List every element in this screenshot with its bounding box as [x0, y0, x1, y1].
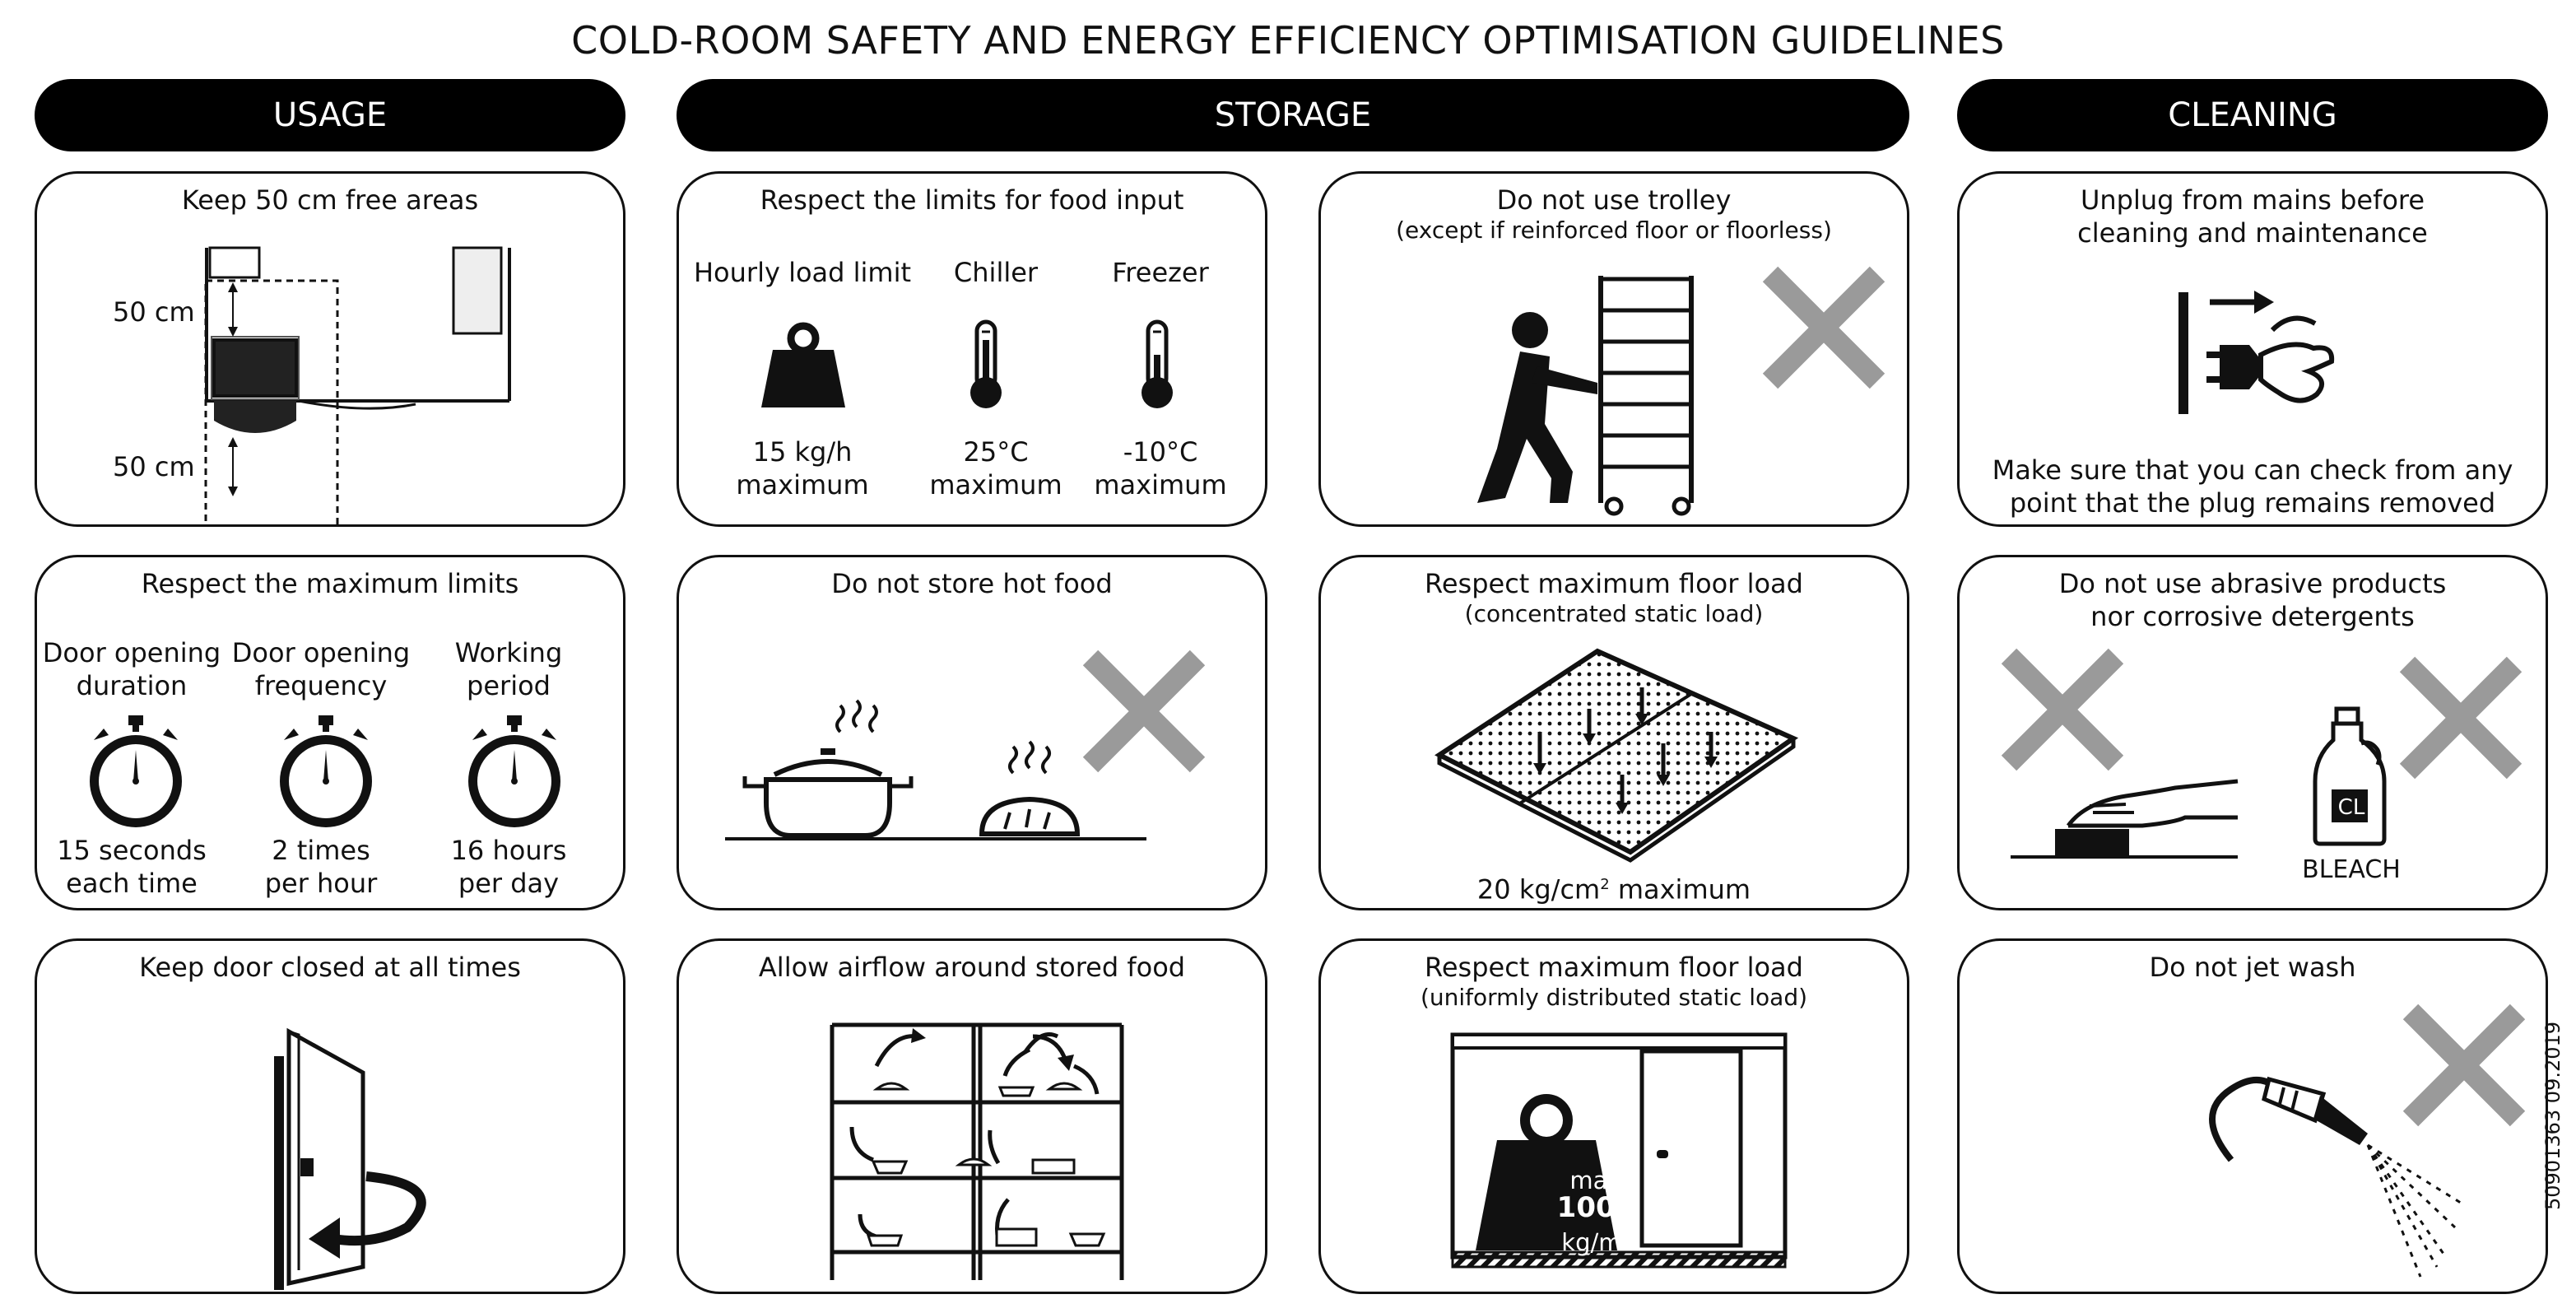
header-storage: STORAGE [677, 79, 1909, 151]
limit-label-1: Door opening duration [42, 637, 221, 701]
freezer-label: Freezer [1112, 257, 1209, 288]
hourly-load-label: Hourly load limit [693, 257, 912, 288]
panel-hot-food [677, 555, 1267, 910]
stopwatch-icon [461, 714, 568, 829]
jet-wash-hose-icon [2198, 1031, 2478, 1278]
panel-abrasive [1957, 555, 2548, 910]
concentrated-load-value: 20 $kg/cm^2$ maximum [1476, 873, 1751, 906]
stopwatch-icon [272, 714, 379, 829]
chiller-label: Chiller [953, 257, 1039, 288]
panel-title: Do not use trolley [1496, 184, 1732, 216]
door-closing-icon [243, 1023, 473, 1287]
hot-pot-and-bread-icon [725, 694, 1153, 850]
panel-airflow [677, 938, 1267, 1294]
top-clearance-label: 50 cm [113, 296, 195, 328]
panel-title: Do not store hot food [831, 568, 1113, 599]
limit-label-2: Door opening frequency [231, 637, 411, 701]
limit-value-1: 15 seconds each time [57, 835, 207, 899]
panel-title: Respect the maximum limits [141, 568, 519, 599]
limit-value-2: 2 times per hour [264, 835, 378, 899]
prohibited-cross-icon [1762, 266, 1886, 389]
weight-label-max: max [1569, 1166, 1622, 1194]
person-pushing-trolley-icon [1444, 259, 1749, 516]
panel-title: Allow airflow around stored food [758, 952, 1186, 983]
panel-title: Respect maximum floor load [1425, 568, 1803, 599]
freezer-value: -10°C maximum [1094, 436, 1227, 501]
panel-subtitle: (except if reinforced floor or floorless) [1396, 217, 1832, 244]
page-title: COLD-ROOM SAFETY AND ENERGY EFFICIENCY OPTIMISATION GUIDELINES [571, 18, 2005, 63]
panel-title: Respect the limits for food input [760, 184, 1184, 216]
panel-no-jet-wash [1957, 938, 2548, 1294]
panel-floor-concentrated [1318, 555, 1909, 910]
shelving-airflow-icon [827, 1020, 1127, 1283]
panel-floor-uniform [1318, 938, 1909, 1294]
prohibited-cross-icon [2399, 656, 2523, 780]
panel-title: Keep door closed at all times [139, 952, 521, 983]
panel-door-closed [35, 938, 625, 1294]
document-code: 50901363 09.2019 [2541, 1021, 2564, 1210]
limit-value-3: 16 hours per day [450, 835, 567, 899]
panel-free-areas [35, 171, 625, 527]
header-usage: USAGE [35, 79, 625, 151]
panel-title: Keep 50 cm free areas [181, 184, 479, 216]
weight-label-unit: $kg/m^2$ [1561, 1228, 1630, 1257]
panel-no-trolley [1318, 171, 1909, 527]
panel-subtitle: (uniformly distributed static load) [1420, 984, 1808, 1011]
chiller-value: 25°C maximum [929, 436, 1062, 501]
panel-title: Do not use abrasive products nor corrosive detergents [2058, 568, 2447, 632]
thermometer-icon [1137, 320, 1178, 412]
panel-title: Respect maximum floor load [1425, 952, 1803, 983]
weight-label-value: 1000 [1556, 1191, 1635, 1224]
stopwatch-icon [82, 714, 189, 829]
limit-label-3: Working period [454, 637, 563, 701]
panel-subtitle: (concentrated static load) [1464, 600, 1764, 627]
panel-max-limits [35, 555, 625, 910]
bottle-label: CL [2337, 795, 2365, 820]
bottom-clearance-label: 50 cm [113, 451, 195, 482]
thermometer-icon [965, 320, 1007, 412]
floor-load-panel-icon [1436, 640, 1798, 862]
scrubbing-hand-icon [2011, 771, 2241, 862]
bleach-bottle-icon [2312, 707, 2391, 847]
floor-plan-icon [37, 174, 625, 527]
panel-title: Unplug from mains before cleaning and maintenance [2077, 184, 2428, 249]
hourly-load-value: 15 kg/h maximum [736, 436, 869, 501]
panel-unplug [1957, 171, 2548, 527]
bleach-label: BLEACH [2302, 855, 2401, 884]
weight-icon [758, 320, 849, 411]
unplug-icon [2169, 269, 2350, 417]
panel-title: Do not jet wash [2149, 952, 2356, 983]
unplug-note: Make sure that you can check from any point that the plug remains removed [1992, 454, 2513, 519]
prohibited-cross-icon [2001, 648, 2124, 771]
header-cleaning: CLEANING [1957, 79, 2548, 151]
panel-food-input [677, 171, 1267, 527]
